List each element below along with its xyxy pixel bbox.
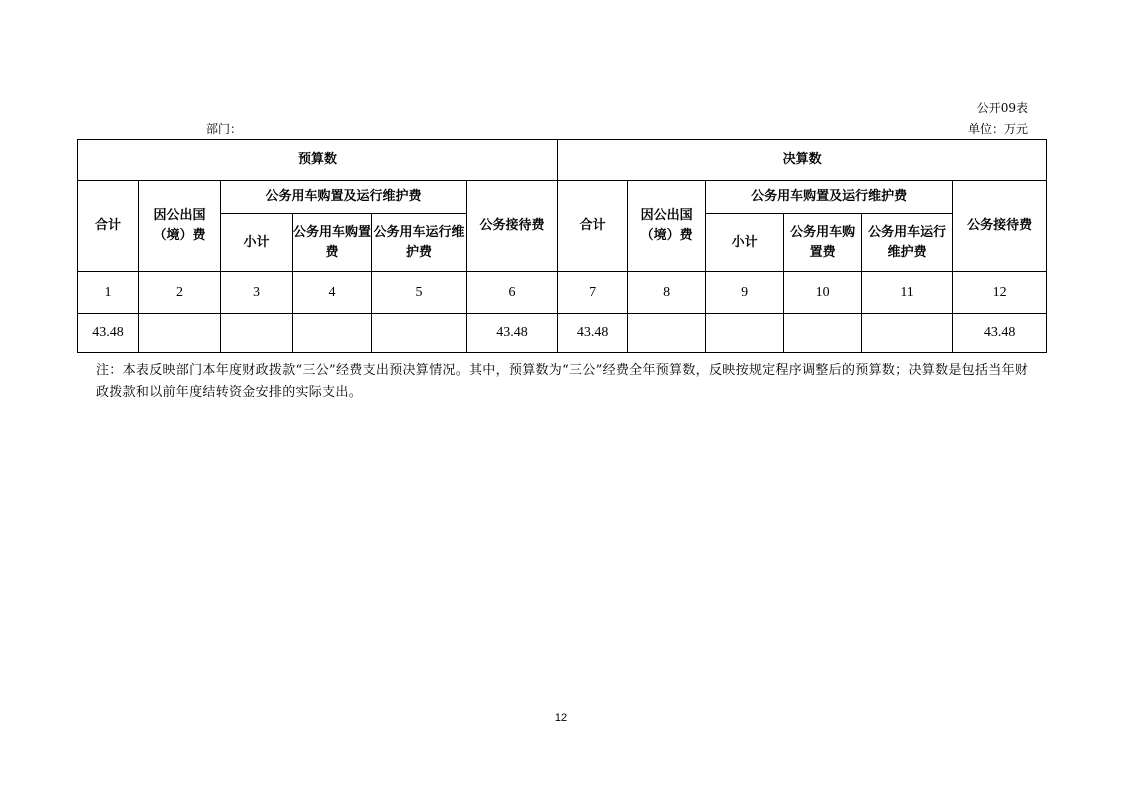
table-code: 公开09表	[976, 101, 1028, 115]
value-cell	[372, 314, 467, 353]
three-public-expense-table	[77, 139, 1047, 353]
value-cell	[628, 314, 706, 353]
budget-vehicle-maintenance-header: 公务用车运行维护费	[372, 214, 467, 272]
column-number: 5	[372, 272, 467, 314]
column-number: 7	[558, 272, 628, 314]
value-cell	[784, 314, 862, 353]
budget-overseas-header: 因公出国（境）费	[139, 181, 221, 272]
final-overseas-header: 因公出国（境）费	[628, 181, 706, 272]
column-number: 1	[78, 272, 139, 314]
column-number: 4	[293, 272, 372, 314]
column-number: 12	[953, 272, 1047, 314]
final-group-header: 决算数	[558, 140, 1047, 181]
budget-reception-header: 公务接待费	[467, 181, 558, 272]
column-number: 2	[139, 272, 221, 314]
department-label: 部门：	[206, 122, 243, 136]
column-number: 9	[706, 272, 784, 314]
column-number: 11	[862, 272, 953, 314]
column-number-row	[78, 272, 1047, 314]
final-reception-header: 公务接待费	[953, 181, 1047, 272]
final-vehicle-maintenance-header: 公务用车运行维护费	[862, 214, 953, 272]
column-number: 10	[784, 272, 862, 314]
final-total-header: 合计	[558, 181, 628, 272]
value-cell: 43.48	[467, 314, 558, 353]
value-cell	[139, 314, 221, 353]
final-vehicle-group-header: 公务用车购置及运行维护费	[706, 181, 953, 214]
column-number: 6	[467, 272, 558, 314]
column-number: 3	[221, 272, 293, 314]
value-cell: 43.48	[558, 314, 628, 353]
budget-group-header: 预算数	[78, 140, 558, 181]
budget-subtotal-header: 小计	[221, 214, 293, 272]
value-cell: 43.48	[953, 314, 1047, 353]
value-cell	[293, 314, 372, 353]
unit-label: 单位：万元	[967, 122, 1028, 136]
value-cell: 43.48	[78, 314, 139, 353]
page-number: 12	[554, 712, 568, 724]
value-cell	[862, 314, 953, 353]
value-row	[78, 314, 1047, 353]
value-cell	[221, 314, 293, 353]
value-cell	[706, 314, 784, 353]
budget-vehicle-group-header: 公务用车购置及运行维护费	[221, 181, 467, 214]
table-note: 注：本表反映部门本年度财政拨款“三公”经费支出预决算情况。其中，预算数为“三公”经费全年预算数，反映按规定程序调整后的预算数；决算数是包括当年财政拨款和以前年度结转资金安排的实际支出。	[96, 363, 1029, 400]
budget-total-header: 合计	[78, 181, 139, 272]
final-vehicle-purchase-header: 公务用车购置费	[784, 214, 862, 272]
final-subtotal-header: 小计	[706, 214, 784, 272]
budget-vehicle-purchase-header: 公务用车购置费	[293, 214, 372, 272]
column-number: 8	[628, 272, 706, 314]
